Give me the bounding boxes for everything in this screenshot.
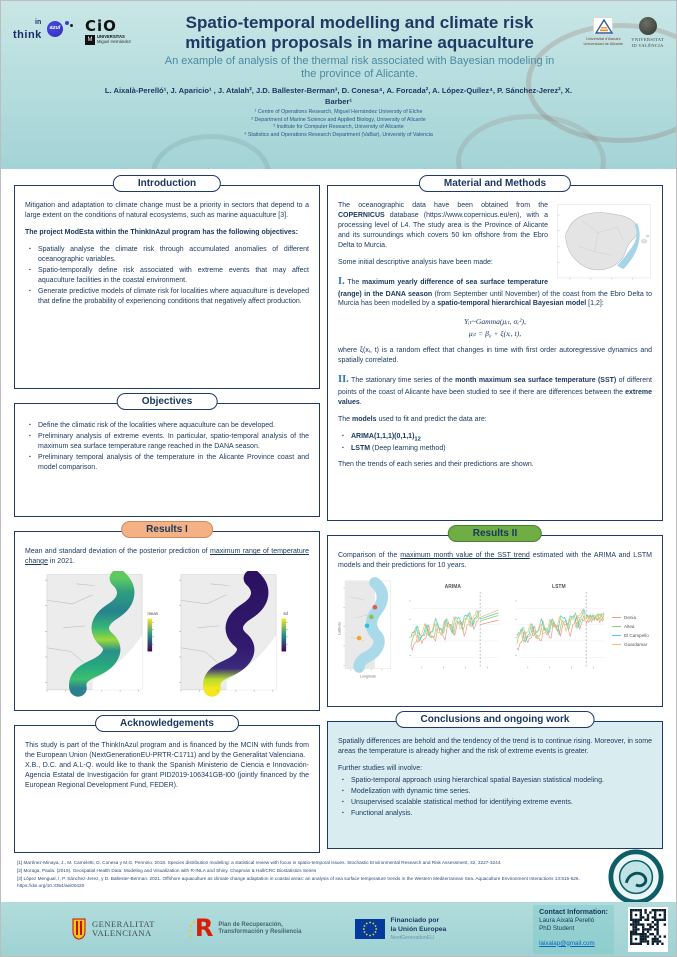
ua-triangle-icon <box>594 18 614 36</box>
arima-chart-title: ARIMA <box>444 584 462 591</box>
results1-colorbar-label-sd: sd <box>283 610 288 616</box>
legend-item-campello <box>612 633 652 638</box>
bayesian-model-formula <box>338 316 652 339</box>
objectives-bullet: ▪ Define the climatic risk of the localities where aquaculture can be developed. <box>29 421 309 431</box>
methods-heading: Material and Methods <box>419 175 571 192</box>
poster-subtitle: An example of analysis of the thermal risk associated with Bayesian modeling in the province of Alicante. <box>164 55 555 81</box>
university-valencia-logo <box>631 17 664 48</box>
eu-flag-icon <box>355 919 385 939</box>
legend-item-denia <box>612 615 652 620</box>
map-xaxis-label: Longitude <box>359 674 376 679</box>
introduction-bullet: ▪ Spatio-temporally define risk associated with extreme events that may affect aquaculture facilities in the coastal environment. <box>29 266 309 286</box>
thinkinazul-logo <box>13 19 75 45</box>
legend-label: Altea <box>624 623 635 629</box>
objectives-bullet: ▪ Preliminary analysis of extreme events. In particular, spatio-temporal analysis of the maximum sea surface temperature range reached in the DANA season. <box>29 432 309 452</box>
map-yaxis-label: Latitude <box>338 621 342 635</box>
conclusions-bullet: ▪ Modelization with dynamic time series. <box>342 787 652 797</box>
contact-role: PhD Student <box>539 924 575 932</box>
methods-text: of different points of the coast of Alicante have been studied to see if there are differences between the <box>338 377 652 396</box>
conclusions-section <box>327 714 663 849</box>
methods-models-lead <box>338 415 652 425</box>
results1-caption <box>25 547 309 567</box>
results2-caption-text: estimated with the ARIMA and LSTM models and their predictions for 10 years. <box>338 552 652 569</box>
poster-body <box>1 169 676 853</box>
results1-figure <box>25 571 309 699</box>
results2-heading: Results II <box>448 525 542 542</box>
results1-colorbar-label-mean: mean <box>147 610 159 616</box>
results2-section <box>327 528 663 707</box>
header-logos-left <box>13 13 163 45</box>
results2-caption-underlined: maximum month value of the SST trend <box>400 552 530 559</box>
affiliation-4: ⁴ Statistics and Operations Research Department (VaBar), University of Valencia <box>244 131 433 138</box>
ua-caption-line1: Universitat d'Alacant <box>586 37 621 41</box>
results1-caption-underlined: maximum range of temperature change <box>25 548 309 565</box>
legend-swatch <box>612 626 621 628</box>
authors-line: L. Aixalà-Perelló¹, J. Aparicio¹ , J. Atalah², J.D. Ballester-Berman³, D. Conesa⁴, A. Forcada², A. López-Quílez⁴, P. Sánchez-Jerez², X. Barber¹ <box>104 86 573 106</box>
eu-funded-line2: la Unión Europea <box>390 925 447 933</box>
generalitat-valenciana-logo <box>71 918 155 940</box>
roman-numeral-1: I. <box>338 275 345 287</box>
uv-caption-line2: ID VALÈNCIA <box>631 42 664 48</box>
methods-bold-text: maximum yearly difference of sea surface temperature (range) in the DANA season <box>338 278 548 298</box>
introduction-objectives-lead: The project ModEsta within the ThinkInAzul program has the following objectives: <box>25 228 299 236</box>
conclusions-paragraph: Spatially differences are behold and the tendency of the trend is to continue rising. Moreover, in some areas the temperature is already higher and the risk of extreme events is greater. <box>338 738 652 755</box>
legend-item-guardamar <box>612 642 652 647</box>
methods-text: used to fit and predict the data are: <box>376 415 487 423</box>
gva-line2: VALENCIANA <box>92 928 152 938</box>
methods-copernicus-bold: COPERNICUS <box>338 211 385 219</box>
methods-text: The <box>344 278 362 286</box>
references <box>1 853 676 889</box>
lstm-description: (Deep learning method) <box>370 445 446 453</box>
university-alicante-logo <box>584 17 624 48</box>
results2-legend <box>612 575 652 687</box>
conclusions-bullet: ▪ Unsupervised scalable statistical method for identifying extreme events. <box>342 798 652 808</box>
map-point-denia <box>373 605 378 610</box>
cio-seal-logo <box>608 849 664 905</box>
results2-arima-chart <box>400 575 502 687</box>
contact-name: Laura Aixalá Perelló <box>539 916 595 924</box>
results2-locations-map <box>338 575 396 687</box>
plan-recuperacion-logo <box>194 914 302 943</box>
methods-bold-text: extreme values <box>338 388 652 406</box>
conclusions-bullet: ▪ Functional analysis. <box>342 809 652 819</box>
methods-item-2 <box>338 373 652 408</box>
cio-umh-logo <box>85 19 131 45</box>
arima-subscript: 12 <box>414 436 421 443</box>
affiliation-1: ¹ Centre of Operations Research, Miguel Hernández University of Elche <box>254 108 423 115</box>
reference-3: [3] López Mengual, I, P. Sánchez-Jerez, y D. Ballester-Berman. 2021. Offshore aquaculture as climate change adaptation in coastal areas: an analysis of sea surface temperature trends in the Western Mediterranean Sea. Aquaculture Environment Interactions 13:515-526. https://doi.org/10.3354/aei00420 <box>17 876 580 889</box>
uv-caption-line1: VNIVERSITAT <box>631 37 664 42</box>
methods-bold-text: models <box>352 415 377 423</box>
methods-paragraph-2: Some initial descriptive analysis have been made: <box>338 258 493 266</box>
affiliation-3: ³ Institute for Computer Research, University of Alicante <box>273 124 404 131</box>
contact-email-link[interactable]: laixalap@gmail.com <box>539 939 595 947</box>
methods-bold-text: spatio-temporal hierarchical Bayesian model <box>437 300 587 308</box>
objectives-section <box>14 396 320 517</box>
methods-text: [1,2]: <box>586 300 604 308</box>
umh-name-label: Miguel Hernández <box>97 38 131 44</box>
methods-text: (from September until November) of the coast from the Ebro Delta to Murcia has been modelled by a <box>338 290 652 308</box>
results1-caption-text: in 2021. <box>47 557 75 565</box>
results2-caption-text: Comparison of the <box>338 552 401 559</box>
methods-text: The <box>338 415 353 423</box>
introduction-bullet: ▪ Spatially analyse the climate risk through accumulated anomalies of different oceanographic variables. <box>29 245 309 265</box>
conclusions-further-lead: Further studies will involve: <box>338 764 423 772</box>
conclusions-bullet: ▪ Spatio-temporal approach using hierarchical spatial Bayesian statistical modeling. <box>342 776 652 786</box>
poster-title: Spatio-temporal modelling and climate risk mitigation proposals in marine aquaculture <box>185 13 534 52</box>
header <box>1 1 676 169</box>
model-lstm <box>342 444 652 454</box>
contact-qr-code <box>628 907 668 952</box>
objectives-bullet-list <box>25 421 309 473</box>
introduction-bullet-list <box>25 245 309 307</box>
cio-logo-text: CiO <box>85 17 117 35</box>
eu-nextgen-label: NextGenerationEU <box>390 934 434 941</box>
umh-mark-icon: M <box>85 35 95 45</box>
reference-2: [2] Moraga, Paula. (2019). Geospatial Health Data: Modeling and Visualization with R-INLA and Shiny. Chapman & Hall/CRC Biostatistics Series <box>17 868 317 874</box>
thinkinazul-logo-think: think <box>13 29 42 41</box>
reference-1: [1] Martínez-Minaya, J., M. Cameletti, D. Conesa y M.G. Pennino. 2018. Species distribution modeling: a statistical review with focus in spatio-temporal issues. Stochastic Environmental Research and Risk Assessment, 32, 3227-3244. <box>17 860 502 865</box>
objectives-heading: Objectives <box>117 393 218 410</box>
results1-section <box>14 524 320 711</box>
legend-item-altea <box>612 624 652 629</box>
acknowledgements-paragraph-2: X.B., D.C. and A.L-Q. would like to thank the Spanish Ministerio de Ciencia e Innovación-Agencia Estatal de Investigación for grant PID2019-106341GB-I00 (jointly financed by the European Regional Development Fund, FEDER). <box>25 761 309 789</box>
legend-label: Guardamar <box>624 641 648 647</box>
thinkinazul-logo-azul-badge: azul <box>47 21 63 37</box>
results2-caption <box>338 551 652 571</box>
introduction-paragraph: Mitigation and adaptation to climate change must be a priority in sectors that depend to a large extent on the conditions of natural ecosystems, such as marine aquaculture [3]. <box>25 202 309 219</box>
results1-sd-map <box>171 571 297 699</box>
model-arima <box>342 432 652 444</box>
eu-funded-line1: Financiado por <box>390 917 440 925</box>
plan-stars-icon <box>188 920 196 938</box>
acknowledgements-paragraph-1: This study is part of the ThinkInAzul program and is financed by the MCIN with funds from the European Union (NextGenerationEU-PRTR-C1711) and by the Generalitat Valenciana. <box>25 742 309 759</box>
methods-text: The stationary time series of the <box>348 377 456 385</box>
results1-mean-colorbar <box>148 618 153 651</box>
ua-caption-line2: Universidad de Alicante <box>583 41 624 46</box>
acknowledgements-heading: Acknowledgements <box>95 715 239 732</box>
affiliation-2: ² Department of Marine Science and Applied Biology, University of Alicante <box>251 116 426 123</box>
legend-swatch <box>612 617 621 619</box>
formula-line-1: Yᵢₜ~Gamma(μᵢₜ, σₑ²), <box>464 317 526 327</box>
results2-figure <box>338 575 652 687</box>
legend-swatch <box>612 635 621 637</box>
arima-label: ARIMA(1,1,1)(0,1,1) <box>351 432 415 440</box>
contact-heading: Contact Information: <box>539 908 608 916</box>
results1-mean-map <box>37 571 163 699</box>
objectives-bullet: ▪ Preliminary temporal analysis of the temperature in the Alicante Province coast and model comparison. <box>29 453 309 473</box>
methods-section <box>327 178 663 521</box>
map-point-altea <box>369 615 374 620</box>
uv-emblem-icon <box>639 17 657 35</box>
map-point-campello <box>365 623 370 628</box>
header-logos-right <box>556 13 664 48</box>
methods-text: database (https://www.copernicus.eu/en), with a processing level of L4. The study area is the Province of Alicante and its surroundings which covers 50 km offshore from the Ebro Delta to Murcia. <box>338 211 548 249</box>
thinkinazul-logo-dot <box>65 21 69 25</box>
footer <box>1 902 677 956</box>
conclusions-heading: Conclusions and ongoing work <box>396 711 595 728</box>
methods-model-list <box>338 432 652 455</box>
spain-study-area-map <box>556 201 652 285</box>
conclusions-bullet-list <box>338 776 652 819</box>
acknowledgements-section <box>14 718 320 853</box>
results1-heading: Results I <box>121 521 213 538</box>
methods-paragraph-5: Then the trends of each series and their predictions are shown. <box>338 461 534 469</box>
methods-paragraph-3: where ξ(xᵢ, t) is a random effect that changes in time with first order autoregressive dynamics and spatially correlated. <box>338 347 652 365</box>
plan-r-icon <box>194 914 214 943</box>
roman-numeral-2: II. <box>338 374 349 386</box>
thinkinazul-logo-in: in <box>35 19 42 26</box>
lstm-label: LSTM <box>351 445 371 453</box>
gva-line1: GENERALITAT <box>92 919 155 930</box>
lstm-chart-title: LSTM <box>552 584 566 591</box>
formula-line-2: μᵢₜ = β₀ + ξ(xᵢ, t), <box>468 328 522 338</box>
contact-info-panel <box>533 905 614 954</box>
umh-universitas-label: UNIVERSITAS <box>97 34 125 39</box>
introduction-heading: Introduction <box>113 175 221 192</box>
thinkinazul-logo-dot <box>70 24 73 27</box>
plan-line2: Transformación y Resiliencia <box>218 929 302 935</box>
plan-r-letter: R <box>194 914 214 943</box>
gva-emblem-icon <box>71 918 87 940</box>
map-point-guardamar <box>357 636 362 641</box>
results2-lstm-chart <box>506 575 608 687</box>
legend-label: El Campello <box>624 632 649 638</box>
introduction-bullet: ▪ Generate predictive models of climate risk for localities where aquaculture is developed that define the probability of experiencing conditions that negatively affect production. <box>29 287 309 307</box>
results1-sd-colorbar <box>282 618 287 651</box>
eu-funding-logo <box>355 917 446 940</box>
results1-caption-text: Mean and standard deviation of the posterior prediction of <box>25 548 210 555</box>
methods-text: The oceanographic data have been obtained from the <box>338 202 548 209</box>
methods-text: . <box>359 398 362 406</box>
plan-line1: Plan de Recuperación, <box>218 921 283 928</box>
legend-label: Denia <box>624 614 637 620</box>
introduction-section <box>14 178 320 389</box>
legend-swatch <box>612 644 621 646</box>
methods-bold-text: month maximum sea surface temperature (SST) <box>455 377 617 385</box>
